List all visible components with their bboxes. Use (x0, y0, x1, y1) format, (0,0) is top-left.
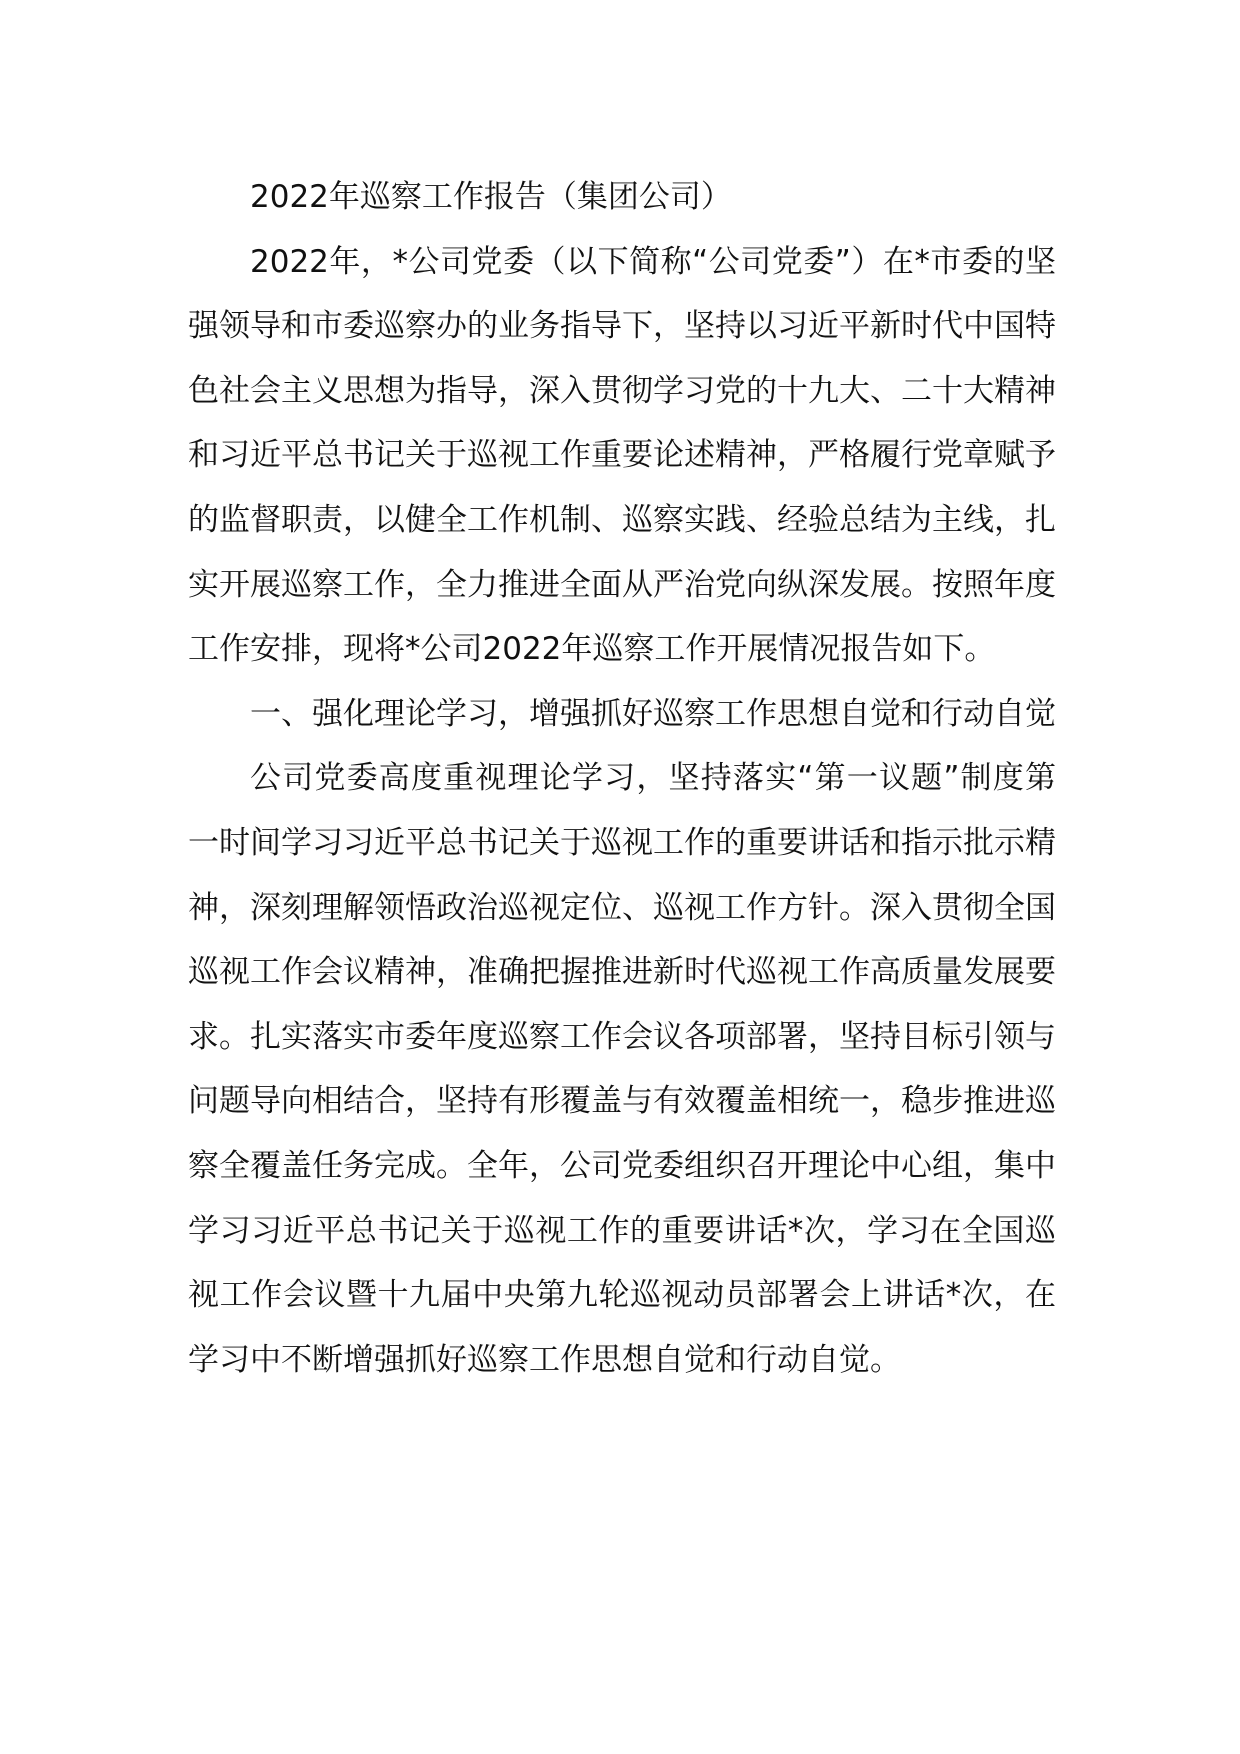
paragraph-section-1: 公司党委高度重视理论学习，坚持落实“第一议题”制度第一时间学习习近平总书记关于巡视工作的重要讲话和指示批示精神，深刻理解领悟政治巡视定位、巡视工作方针。深入贯彻全国巡视工作会议精神，准确把握推进新时代巡视工作高质量发展要求。扎实落实市委年度巡察工作会议各项部署，坚持目标引领与问题导向相结合，坚持有形覆盖与有效覆盖相统一，稳步推进巡察全覆盖任务完成。全年，公司党委组织召开理论中心组，集中学习习近平总书记关于巡视工作的重要讲话*次，学习在全国巡视工作会议暨十九届中央第九轮巡视动员部署会上讲话*次，在学习中不断增强抓好巡察工作思想自觉和行动自觉。 (188, 760, 1056, 1378)
section-heading-1: 一、强化理论学习，增强抓好巡察工作思想自觉和行动自觉 (250, 695, 1056, 732)
document-body (188, 165, 1056, 1392)
paragraph-intro: 2022年，*公司党委（以下简称“公司党委”）在*市委的坚强领导和市委巡察办的业务指导下，坚持以习近平新时代中国特色社会主义思想为指导，深入贯彻学习党的十九大、二十大精神和习近平总书记关于巡视工作重要论述精神，严格履行党章赋予的监督职责，以健全工作机制、巡察实践、经验总结为主线，扎实开展巡察工作，全力推进全面从严治党向纵深发展。按照年度工作安排，现将*公司2022年巡察工作开展情况报告如下。 (188, 243, 1056, 668)
document-title: 2022年巡察工作报告（集团公司） (250, 179, 732, 215)
